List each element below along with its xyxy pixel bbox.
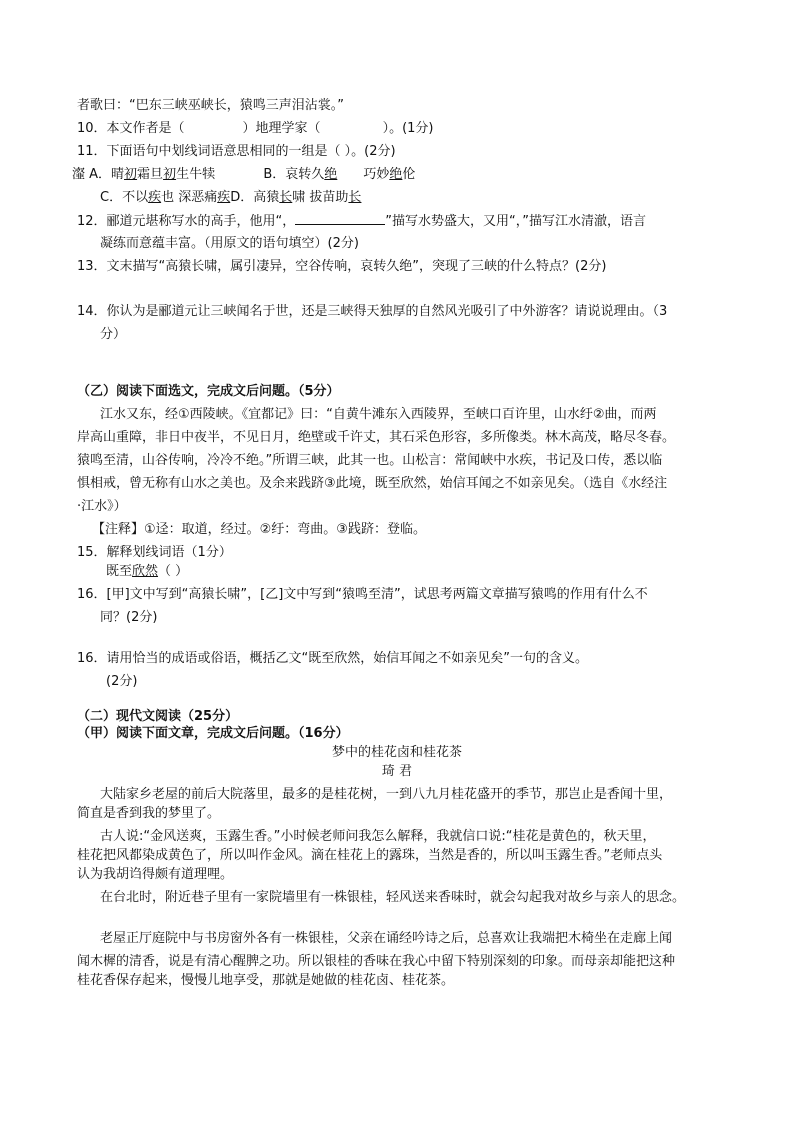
question-11-stem: 11．下面语句中划线词语意思相同的一组是（ ）。(2分) <box>77 144 396 159</box>
q15-prefix: 既至 <box>106 564 133 579</box>
essay-line-7: 老屋正厅庭院中与书房窗外各有一株银桂，父亲在诵经吟诗之后，总喜欢让我端把木椅坐在走廊上闻 <box>100 931 673 946</box>
q15-answer-bracket[interactable]: （ ） <box>158 564 189 579</box>
q10-part-c: ）。(1分) <box>382 121 434 136</box>
essay-line-1: 大陆家乡老屋的前后大院落里，最多的是桂花树，一到八九月桂花盛开的季节，那岂止是香闻十里， <box>100 787 673 802</box>
passage-b-line-3: 猿鸣至清，山谷传响，冷冷不绝。”所谓三峡，此其一也。山松言：常闻峡中水疾，书记及口传，悉以临 <box>77 453 663 468</box>
essay-line-5: 认为我胡诌得颇有道理哩。 <box>77 867 234 882</box>
q11-c-underlined-2: 疾 <box>217 190 231 205</box>
question-10 <box>77 120 433 137</box>
q12-part-b: ”描写水势盛大，又用“，”描写江水清澈，语言 <box>385 214 646 229</box>
q11-b-underlined-2: 绝 <box>389 167 403 182</box>
passage-b-line-4: 惧相戒，曾无称有山水之美也。及余来践跻③此境，既至欣然，始信耳闻之不如亲见矣。（选自《水经注 <box>77 476 668 491</box>
essay-line-8: 闻木樨的清香，说是有清心醒脾之功。所以银桂的香味在我心中留下特别深刻的印象。而母亲却能把这种 <box>77 954 676 969</box>
section-jia-heading: （甲）阅读下面文章，完成文后问题。（16分） <box>77 726 349 741</box>
essay-line-6: 在台北时，附近巷子里有一家院墙里有一株银桂，轻风送来香味时，就会勾起我对故乡与亲人的思念。 <box>100 890 686 905</box>
q11-option-d: D．高猿 <box>230 190 280 205</box>
q11-b-underlined-1: 绝 <box>324 167 338 182</box>
q11-b-tail: 伦 <box>402 167 416 182</box>
question-16b-line-1: 16．请用恰当的成语或俗语，概括乙文“既至欣然，始信耳闻之不如亲见矣”一句的含义。 <box>77 651 589 666</box>
question-13: 13．文末描写“高猿长啸，属引凄异，空谷传响，哀转久绝”，突现了三峡的什么特点？(2分) <box>77 259 607 274</box>
essay-line-9: 桂花香保存起来，慢慢儿地享受，那就是她做的桂花卤、桂花茶。 <box>77 973 455 988</box>
question-16a-line-2: 同？(2分) <box>100 610 158 625</box>
q11-c-underlined-1: 疾 <box>148 190 162 205</box>
q15-underlined-word: 欣然 <box>132 564 159 579</box>
q10-part-b: ）地理学家（ <box>242 121 321 136</box>
q11-c-mid: 也 深恶痛 <box>161 190 218 205</box>
question-16b-line-2: (2分) <box>106 674 138 689</box>
q11-option-c: C．不以 <box>100 190 149 205</box>
question-14-line-2: 分） <box>100 327 127 342</box>
answer-blank[interactable] <box>295 212 385 225</box>
q11-d-underlined-2: 长 <box>348 190 362 205</box>
question-15-stem: 15．解释划线词语（1分） <box>77 545 232 560</box>
passage-b-line-2: 岸高山重障，非日中夜半，不见日月，绝壁或千许丈，其石采色形容，多所像类。林木高茂，略尽冬春。 <box>77 430 676 445</box>
question-11-row-cd <box>100 189 361 206</box>
q11-d-underlined-1: 长 <box>279 190 293 205</box>
section-b-heading: （乙）阅读下面选文，完成文后问题。（5分） <box>77 384 340 399</box>
essay-title: 梦中的桂花卤和桂花茶 <box>331 745 462 760</box>
question-16a-line-1: 16．[甲]文中写到“高猿长啸”，[乙]文中写到“猿鸣至清”，试思考两篇文章描写猿鸣的作用有什么不 <box>77 587 648 602</box>
q11-a-underlined-2: 初 <box>163 167 177 182</box>
essay-line-3: 古人说:“金风送爽，玉露生香。”小时候老师问我怎么解释，我就信口说:“桂花是黄色的，秋天里， <box>100 829 656 844</box>
q11-d-mid: 啸 拔苗助 <box>292 190 349 205</box>
question-15-item <box>106 563 188 580</box>
q12-part-a: 12．郦道元堪称写水的高手，他用“， <box>77 214 296 229</box>
question-12-line-1 <box>77 212 646 230</box>
q11-a-tail: 生牛犊 <box>176 167 216 182</box>
q11-option-b: B．哀转久 <box>263 167 325 182</box>
passage-b-line-1: 江水又东，经①西陵峡。《宜都记》曰：“自黄牛滩东入西陵界，至峡口百许里，山水纡②曲，而两 <box>100 407 657 422</box>
annotation-note: 【注释】①迳：取道，经过。②纡：弯曲。③践跻：登临。 <box>92 522 426 537</box>
question-14-line-1: 14．你认为是郦道元让三峡闻名于世，还是三峡得天独厚的自然风光吸引了中外游客？请说说理由。（3 <box>77 304 668 319</box>
q11-a-mid: 霜旦 <box>137 167 164 182</box>
q10-part-a: 10．本文作者是（ <box>77 121 185 136</box>
question-12-line-2: 凝练而意蕴丰富。（用原文的语句填空）(2分) <box>100 236 359 251</box>
q11-a-underlined-1: 初 <box>124 167 138 182</box>
q11-b-mid: 巧妙 <box>363 167 390 182</box>
question-intro-line: 者歌曰：“巴东三峡巫峡长，猿鸣三声泪沾裳。” <box>77 98 344 113</box>
essay-line-2: 简直是香到我的梦里了。 <box>77 806 221 821</box>
essay-line-4: 桂花把风都染成黄色了，所以叫作金风。滴在桂花上的露珠，当然是香的，所以叫玉露生香。”老师点头 <box>77 848 663 863</box>
question-11-row-ab <box>72 166 415 183</box>
essay-author: 琦 君 <box>381 764 413 779</box>
section-2-heading: （二）现代文阅读（25分） <box>77 709 239 724</box>
q11-option-a: 瀣 A．晴 <box>72 167 125 182</box>
passage-b-line-5: ·江水》） <box>77 499 127 514</box>
